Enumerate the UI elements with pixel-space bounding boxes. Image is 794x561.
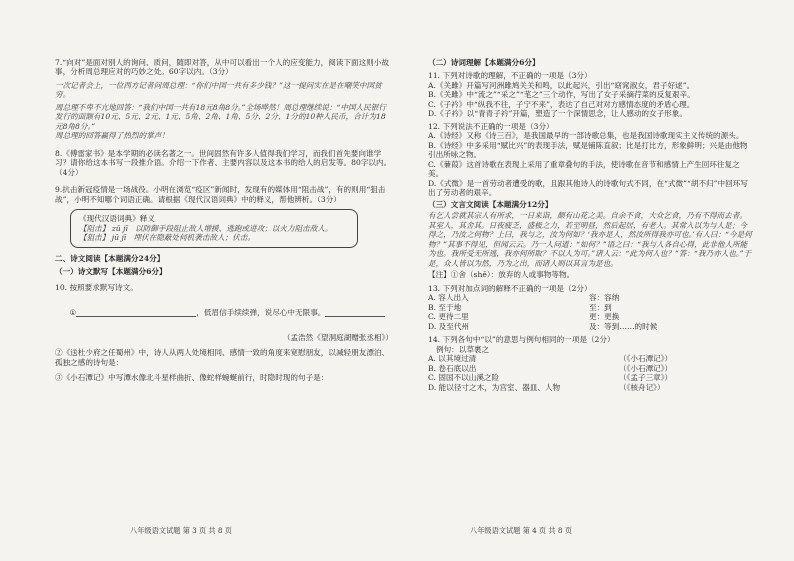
section-2-title: 二、诗文阅读【本题满分24分】 — [55, 253, 165, 263]
answer-blank[interactable] — [76, 309, 196, 317]
q11-option-c: C.《子衿》中“纵我不往，子宁不来”，表达了自己对对方感情态度的矛盾心理。 — [428, 99, 695, 109]
q11-option-a: A.《关雎》开篇写河洲雎鸠关关和鸣，以此起兴，引出“窈窕淑女，君子好逑”。 — [428, 80, 695, 90]
q14-b-source: （《小石潭记》） — [619, 363, 673, 373]
q12-option-b: B.《诗经》中多采用“赋比兴”的表现手法，赋是铺陈直叙；比是打比方，形象鲜明；兴是由他物引出所咏之物。 — [428, 140, 748, 160]
question-14: 14. 下列各句中“以”的意思与例句相同的一项是（2分） — [428, 335, 615, 345]
question-10-1-text: ，低眉信手续续弹，说尽心中无限事。 — [196, 307, 326, 317]
q14-d-source: （《核舟记》） — [619, 382, 665, 392]
question-11: 11. 下列对诗歌的理解，不正确的一项是（3分） — [428, 71, 592, 81]
answer-blank[interactable] — [325, 309, 385, 317]
dictionary-entry-1: 【阻击】 zǔ jī 以防御手段阻止敌人增援、逃跑或进攻；以火力阻击敌人。 — [79, 223, 333, 233]
q12-option-a: A.《诗经》又称《诗三百》，是我国最早的一部诗歌总集，也是我国诗歌现实主义传统的源头。 — [428, 131, 744, 141]
classical-passage: 有乞人尝就其宗人有所求，一日来诣，颇有山花之美。自余不食，大众乞食，乃有不得而去者。其室人，其舍其。日夜疲乏，盛极之力，若至明昼，然后起居，有老人。其常入以为与人是；今得之，乃汝之何物？上曰，我与之，汝为何如？‘我亦是人，然汝所得我亦可也。’有人曰：“今是何物？”其事不得见，但闻云云。乃一人问道：“如何？”语之曰：“我与人各自心得，此非他人所能为也。我所受无所逃，我亦何所取？不以人为可。”诸人云：“此为何人也？”答：“我乃亦人也。”于是，众人皆以为然，乃为之出，而诸人则以其言为是也。 — [428, 211, 752, 268]
question-10-1 — [55, 298, 393, 326]
story-paragraph-1: 一次记者会上，一位西方记者问周总理：“你们中国一共有多少钱？”这一提问实在是在嘲笑中国贫穷。 — [55, 80, 382, 100]
q13-option-c — [428, 312, 753, 321]
page-3 — [55, 58, 393, 383]
page-4 — [428, 58, 753, 392]
q12-option-d: D.《式微》是一首劳动者遭受的歌，且跟其他诗人的诗歌句式不同，在“式微”“胡不归”中回环写出了劳动者的艰辛。 — [428, 178, 748, 198]
q14-example: 例句：以草裹之 — [436, 344, 490, 354]
question-10: 10. 按照要求默写诗文。 — [55, 282, 138, 292]
q13-option-a — [428, 293, 753, 302]
question-12: 12. 下列说法不正确的一项是（3分） — [428, 121, 554, 131]
q14-c-text: C. 固国不以山溪之险 — [428, 373, 500, 383]
question-10-1-source: （孟浩然《望洞庭湖赠张丞相》） — [282, 332, 393, 342]
section-2-1-title: （一）诗文默写【本题满分6分】 — [55, 267, 167, 277]
story-paragraph-2: 周总理不卑不亢地回答：“我们中国一共有18元8角8分。”全场哗然！周总理继续说：“中国人民银行发行的面额有10元、5元、2元、1元、5角、2角、1角、5分、2分、1分的10种人民币，合计为18元8角8分。” — [55, 102, 386, 131]
section-classical-title: （三）文言文阅读【本题满分12分】 — [428, 199, 553, 209]
blank-label: ① — [69, 307, 77, 317]
q13-c-explain: 更：更换 — [589, 312, 620, 322]
q13-b-text: B. 至于地 — [428, 302, 462, 312]
q14-option-d — [428, 383, 753, 392]
story-paragraph-3: 周总理的回答赢得了热烈的掌声！ — [55, 131, 169, 141]
q14-b-text: B. 卷石底以出 — [428, 363, 477, 373]
q14-d-text: D. 能以径寸之木，为宫室、器皿、人物 — [428, 382, 561, 392]
q13-option-b — [428, 303, 753, 312]
question-10-3: ③《小石潭记》中写潭水像北斗星样曲折、像蛇样蜿蜒前行，时隐时现的句子是： — [55, 373, 329, 383]
q14-option-c — [428, 373, 753, 382]
q12-option-c: C.《蒹葭》这首诗歌在表现上采用了重章叠句的手法，使诗歌在音节和感情上产生回环往复之美。 — [428, 159, 740, 179]
page-3-footer: 八年级语文试题 第 3 页 共 8 页 — [130, 526, 232, 535]
q13-d-explain: 及：等到……的时候 — [589, 321, 658, 331]
q11-option-d: D.《子衿》以“青青子衿”开篇，塑造了一个深情思念，让人感动的女子形象。 — [428, 109, 687, 119]
q13-option-d — [428, 322, 753, 331]
q14-option-b — [428, 364, 753, 373]
q13-b-explain: 至：到 — [589, 302, 612, 312]
question-8: 8.《傅雷家书》是本学期的必读名著之一。世间固然有许多人值得我们学习，而我们首先要向谁学习？请你给这本书写一段推介语。介绍一下作者、主要内容以及这本书的给人的启发等。80字以内。（4分） — [55, 148, 392, 177]
dictionary-title: 《现代汉语词典》释义 — [79, 214, 155, 224]
q14-option-a — [428, 354, 753, 363]
question-9: 9.抗击新冠疫情是一场战役。小明在浏览“疫区”新闻时，发现有的媒体用“阻击战”，有的则用“狙击战”，小明不知哪个词语正确。请根据《现代汉语词典》中的释义，帮他辨析。（3分） — [55, 185, 386, 204]
question-13: 13. 下列对加点词的解释不正确的一项是（2分） — [428, 283, 592, 293]
question-7: 7.“向对”是面对别人的询问、质问，随即对答，从中可以看出一个人的应变能力，阅读下面这则小故事，分析周总理应对的巧妙之处。60字以内。（3分） — [55, 58, 389, 77]
q14-a-source: （《小石潭记》） — [619, 354, 673, 364]
dictionary-box — [70, 209, 358, 247]
q11-option-b: B.《关雎》中“流之”“采之”“芼之”三个动作，写出了女子采摘荇菜的反复艰辛。 — [428, 90, 695, 100]
q14-c-source: （《孟子三章》） — [619, 373, 673, 383]
q13-a-explain: 容：容纳 — [589, 293, 620, 303]
page-4-footer: 八年级语文试题 第 4 页 共 8 页 — [470, 526, 572, 535]
question-10-2: ②《送杜少府之任蜀州》中，诗人从两人处境相同、感情一致的角度来宽慰朋友，以减轻朋友漂泊、孤独之感的诗句是： — [55, 348, 390, 367]
q13-d-text: D. 及至代州 — [428, 321, 470, 331]
q14-a-text: A. 以其境过清 — [428, 354, 477, 364]
q13-c-text: C. 更待二里 — [428, 312, 469, 322]
dictionary-entry-2: 【狙击】 jū jī 埋伏在隐蔽处伺机袭击敌人；伏击。 — [79, 233, 255, 243]
passage-note: 【注】①舍（shě）：放弃的人或事物等物。 — [428, 270, 575, 280]
q13-a-text: A. 容人出入 — [428, 293, 469, 303]
section-poetry-title: （二）诗词理解【本题满分6分】 — [428, 58, 540, 67]
